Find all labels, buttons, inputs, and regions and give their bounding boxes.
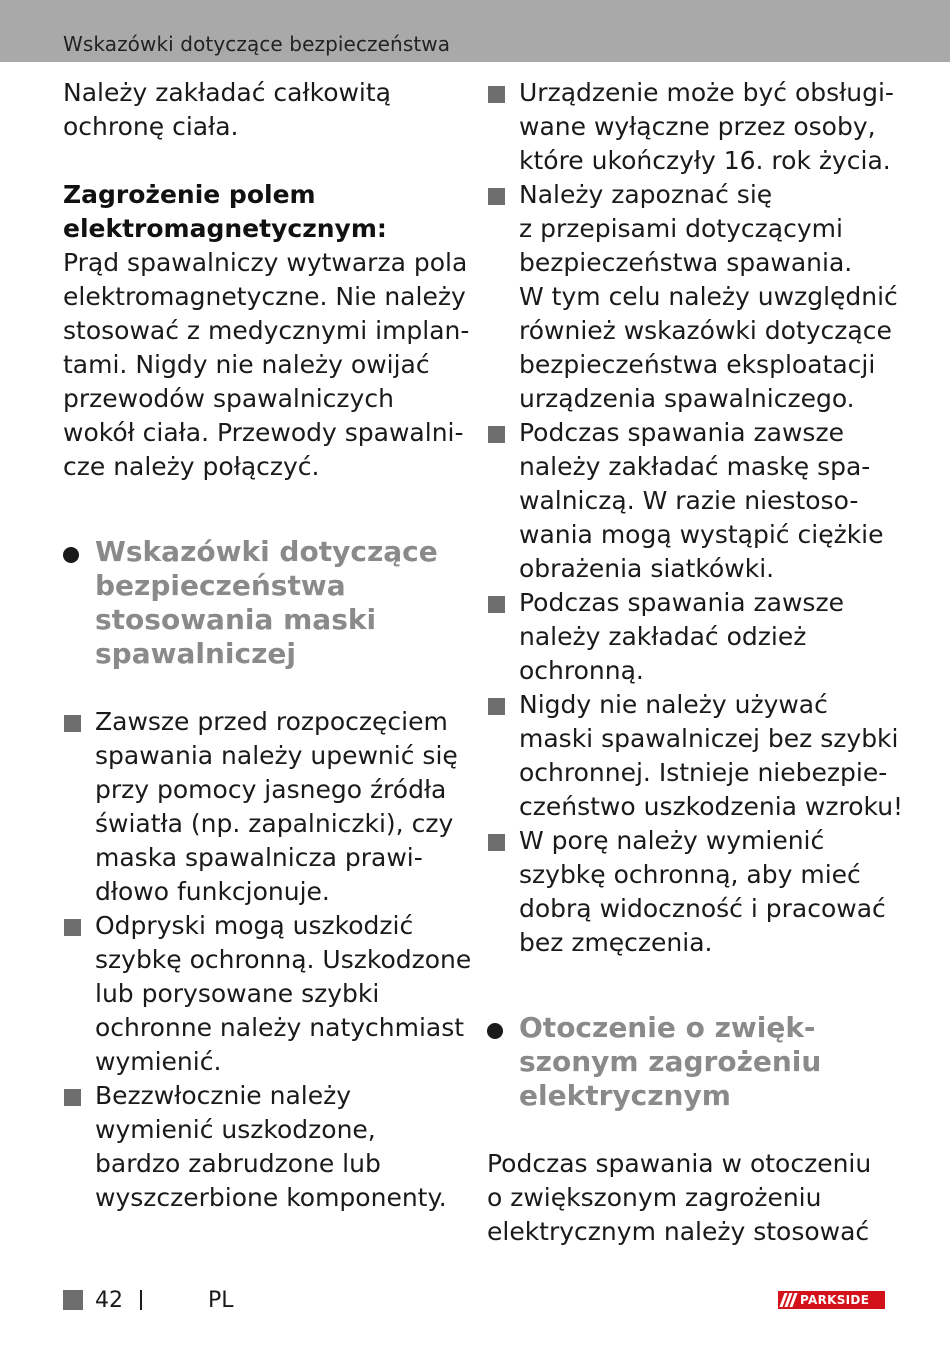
bullet-square-icon — [64, 919, 81, 936]
bullet-square-icon — [488, 426, 505, 443]
text-line: urządzenia spawalniczego. — [519, 384, 855, 413]
language-code: PL — [208, 1288, 234, 1313]
text-line: przy pomocy jasnego źródła — [95, 775, 447, 804]
text-line: Podczas spawania zawsze — [519, 418, 844, 447]
text-line: Podczas spawania w otoczeniu — [487, 1149, 872, 1178]
text-line: dłowo funkcjonuje. — [95, 877, 330, 906]
text-line: walniczą. W razie niestoso- — [519, 486, 859, 515]
text-line: wane wyłączne przez osoby, — [519, 112, 876, 141]
bullet-square-icon — [64, 1089, 81, 1106]
page-header-title: Wskazówki dotyczące bezpieczeństwa — [63, 32, 451, 56]
text-line: bardzo zabrudzone lub — [95, 1149, 381, 1178]
text-line: światła (np. zapalniczki), czy — [95, 809, 454, 838]
text-line: Odpryski mogą uszkodzić — [95, 911, 414, 940]
logo-stripes-icon — [782, 1293, 797, 1307]
text-line: również wskazówki dotyczące — [519, 316, 892, 345]
heading-line: elektrycznym — [519, 1079, 731, 1112]
text-line: należy zakładać odzież — [519, 622, 807, 651]
list-item — [63, 909, 472, 1079]
list-item — [487, 178, 897, 416]
parkside-logo — [778, 1291, 885, 1309]
text-line: lub porysowane szybki — [95, 979, 380, 1008]
list-item — [487, 586, 897, 688]
text-line: cze należy połączyć. — [63, 452, 320, 481]
heading-line: Otoczenie o zwięk- — [519, 1011, 816, 1044]
intro-paragraph — [63, 76, 463, 144]
heading-line: szonym zagrożeniu — [519, 1045, 822, 1078]
text-line: elektrycznym należy stosować — [487, 1217, 870, 1246]
list-item — [63, 1079, 463, 1215]
text-line: bezpieczeństwa eksploatacji — [519, 350, 876, 379]
bullet-dot-icon — [63, 547, 79, 563]
text-line: Urządzenie może być obsługi- — [519, 78, 894, 107]
brand-name: PARKSIDE — [800, 1293, 870, 1307]
text-line: stosować z medycznymi implan- — [63, 316, 470, 345]
electric-hazard-paragraph — [487, 1147, 897, 1249]
text-line: maski spawalniczej bez szybki — [519, 724, 899, 753]
text-line: z przepisami dotyczącymi — [519, 214, 843, 243]
em-field-heading — [63, 178, 463, 246]
text-line: Podczas spawania zawsze — [519, 588, 844, 617]
text-line: maska spawalnicza prawi- — [95, 843, 423, 872]
section-heading-welding-mask — [63, 535, 463, 671]
bullet-square-icon — [488, 596, 505, 613]
heading-line: Zagrożenie polem — [63, 180, 316, 209]
text-line: przewodów spawalniczych — [63, 384, 394, 413]
text-line: spawania należy upewnić się — [95, 741, 458, 770]
text-line: wymienić uszkodzone, — [95, 1115, 376, 1144]
list-item — [487, 688, 904, 824]
text-line: wyszczerbione komponenty. — [95, 1183, 447, 1212]
section-heading-electric-hazard — [487, 1011, 897, 1113]
text-line: Zawsze przed rozpoczęciem — [95, 707, 448, 736]
text-line: Należy zakładać całkowitą — [63, 78, 392, 107]
right-column — [487, 76, 904, 1249]
heading-line: elektromagnetycznym: — [63, 214, 387, 243]
heading-line: stosowania maski — [95, 603, 377, 636]
left-column — [63, 76, 472, 1215]
list-item — [487, 824, 897, 960]
text-line: W porę należy wymienić — [519, 826, 825, 855]
footer-square-icon — [63, 1290, 83, 1310]
text-line: Prąd spawalniczy wytwarza pola — [63, 248, 468, 277]
text-line: które ukończyły 16. rok życia. — [519, 146, 891, 175]
text-line: ochronnej. Istnieje niebezpie- — [519, 758, 888, 787]
bullet-square-icon — [488, 188, 505, 205]
text-line: tami. Nigdy nie należy owijać — [63, 350, 430, 379]
text-line: szybkę ochronną, aby mieć — [519, 860, 861, 889]
text-line: ochronę ciała. — [63, 112, 239, 141]
text-line: Bezzwłocznie należy — [95, 1081, 352, 1110]
footer-divider — [140, 1290, 142, 1310]
text-line: Należy zapoznać się — [519, 180, 773, 209]
text-line: obrażenia siatkówki. — [519, 554, 775, 583]
text-line: ochronne należy natychmiast — [95, 1013, 465, 1042]
heading-line: Wskazówki dotyczące — [95, 535, 438, 568]
text-line: W tym celu należy uwzględnić — [519, 282, 898, 311]
bullet-square-icon — [488, 698, 505, 715]
text-line: ochronną. — [519, 656, 644, 685]
text-line: szybkę ochronną. Uszkodzone — [95, 945, 472, 974]
bullet-square-icon — [64, 715, 81, 732]
list-item — [63, 705, 463, 909]
text-line: o zwiększonym zagrożeniu — [487, 1183, 822, 1212]
text-line: bez zmęczenia. — [519, 928, 713, 957]
text-line: wokół ciała. Przewody spawalni- — [63, 418, 464, 447]
heading-line: bezpieczeństwa — [95, 569, 346, 602]
text-line: bezpieczeństwa spawania. — [519, 248, 853, 277]
text-line: wania mogą wystąpić ciężkie — [519, 520, 884, 549]
page-number: 42 — [95, 1288, 123, 1313]
text-line: elektromagnetyczne. Nie należy — [63, 282, 466, 311]
text-line: należy zakładać maskę spa- — [519, 452, 871, 481]
text-line: czeństwo uszkodzenia wzroku! — [519, 792, 904, 821]
text-line: dobrą widoczność i pracować — [519, 894, 886, 923]
text-line: wymienić. — [95, 1047, 222, 1076]
bullet-square-icon — [488, 834, 505, 851]
text-line: Nigdy nie należy używać — [519, 690, 828, 719]
bullet-square-icon — [488, 86, 505, 103]
bullet-dot-icon — [487, 1023, 503, 1039]
heading-line: spawalniczej — [95, 637, 296, 670]
list-item — [487, 76, 897, 178]
em-field-paragraph — [63, 246, 470, 484]
list-item — [487, 416, 897, 586]
